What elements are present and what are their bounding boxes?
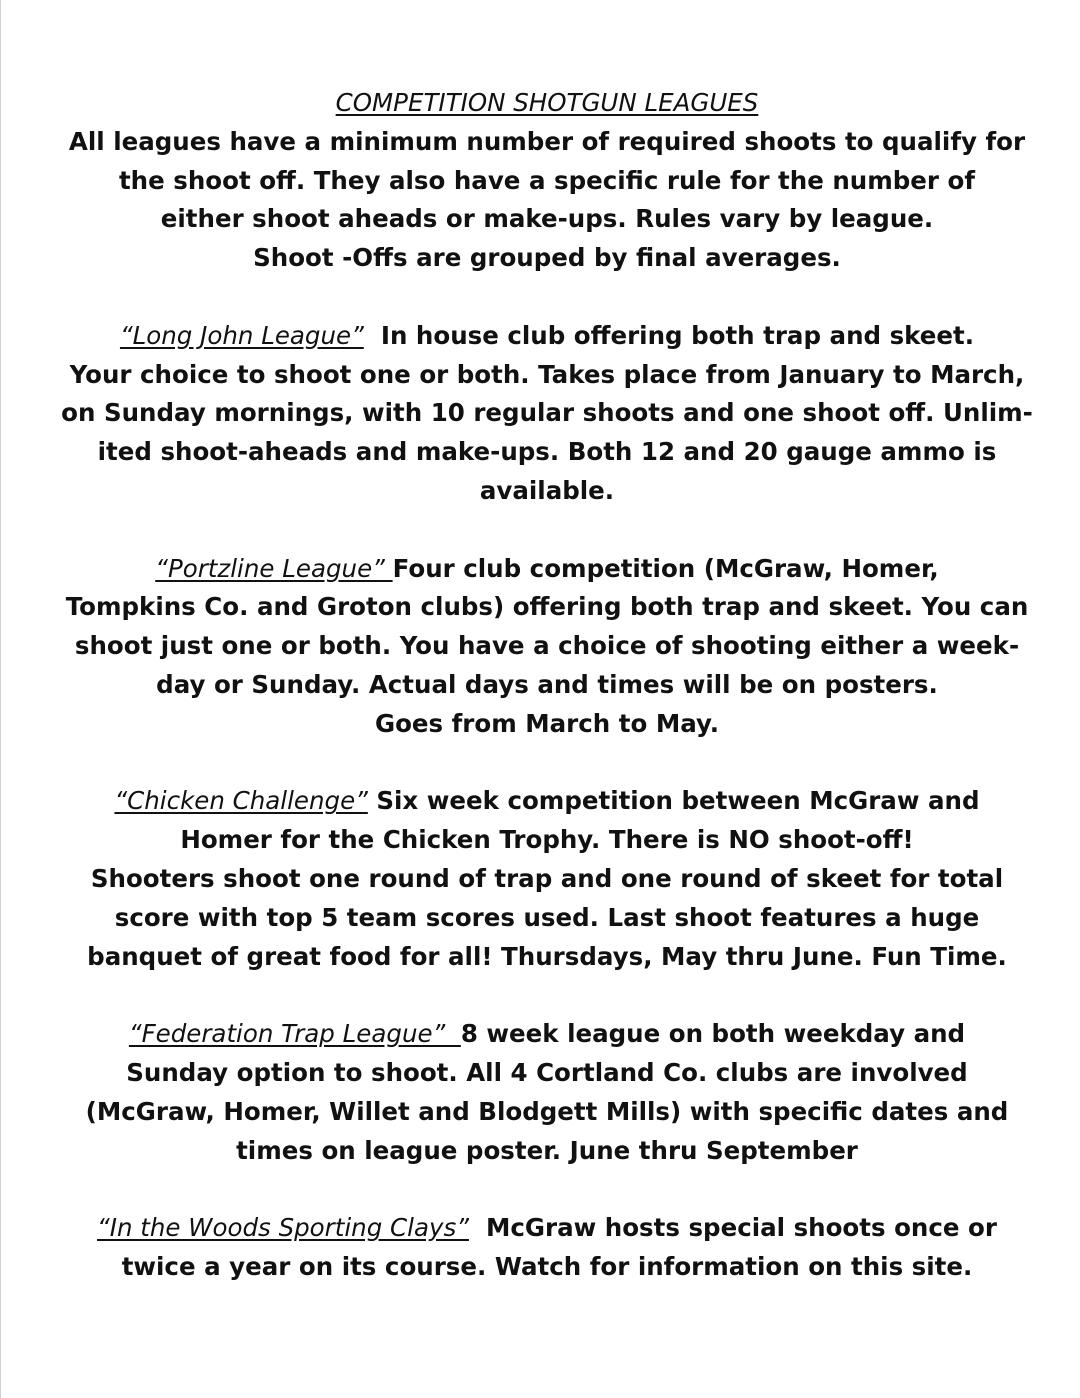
intro-line: All leagues have a minimum number of required shoots to qualify for [68, 126, 1026, 156]
league-text: Four club competition (McGraw, Homer, [392, 553, 939, 583]
league-line: (McGraw, Homer, Willet and Blodgett Mills) with specific dates and [85, 1096, 1009, 1126]
league-portzline [61, 550, 1033, 744]
intro-line: Shoot -Offs are grouped by final averages. [253, 243, 841, 273]
page-heading: COMPETITION SHOTGUN LEAGUES [335, 88, 759, 117]
league-first-line [61, 550, 1033, 589]
league-first-line [61, 782, 1033, 821]
league-title: “Portzline League” [155, 553, 393, 583]
league-chicken-challenge [61, 782, 1033, 976]
league-line: Tompkins Co. and Groton clubs) offering both trap and skeet. You can [65, 592, 1029, 622]
league-title: “Chicken Challenge” [114, 786, 368, 816]
league-line: on Sunday mornings, with 10 regular shoots and one shoot off. Unlim- [61, 398, 1033, 428]
league-line: Homer for the Chicken Trophy. There is NO shoot-off! [180, 825, 914, 855]
league-line: twice a year on its course. Watch for information on this site. [121, 1251, 973, 1281]
league-line: Goes from March to May. [374, 708, 720, 738]
league-federation-trap [61, 1015, 1033, 1170]
league-line: Shooters shoot one round of trap and one round of skeet for total [90, 863, 1004, 893]
league-line: Your choice to shoot one or both. Takes place from January to March, [69, 359, 1025, 389]
league-line: Sunday option to shoot. All 4 Cortland Co. clubs are involved [126, 1057, 968, 1087]
league-line: shoot just one or both. You have a choice of shooting either a week- [74, 631, 1020, 661]
league-line: ited shoot-aheads and make-ups. Both 12 and 20 gauge ammo is [97, 437, 997, 467]
league-first-line [61, 1209, 1033, 1248]
intro-line: either shoot aheads or make-ups. Rules vary by league. [160, 204, 934, 234]
league-line: times on league poster. June thru September [236, 1135, 858, 1165]
intro-line: the shoot off. They also have a specific rule for the number of [118, 165, 976, 195]
document-content [61, 84, 1033, 1287]
intro-section [61, 84, 1033, 278]
league-line: available. [479, 475, 615, 505]
league-title: “In the Woods Sporting Clays” [97, 1213, 469, 1243]
league-title: “Long John League” [119, 320, 364, 350]
league-long-john [61, 317, 1033, 511]
league-title: “Federation Trap League” [128, 1019, 461, 1049]
league-line: banquet of great food for all! Thursdays, May thru June. Fun Time. [87, 941, 1007, 971]
league-line: score with top 5 team scores used. Last shoot features a huge [114, 902, 980, 932]
league-first-line [61, 317, 1033, 356]
league-in-the-woods [61, 1209, 1033, 1287]
league-text: McGraw hosts special shoots once or [468, 1213, 997, 1243]
league-text: Six week competition between McGraw and [367, 786, 980, 816]
league-line: day or Sunday. Actual days and times will be on posters. [156, 669, 938, 699]
league-text: In house club offering both trap and skeet. [363, 320, 975, 350]
league-text: 8 week league on both weekday and [460, 1019, 966, 1049]
league-first-line [61, 1015, 1033, 1054]
